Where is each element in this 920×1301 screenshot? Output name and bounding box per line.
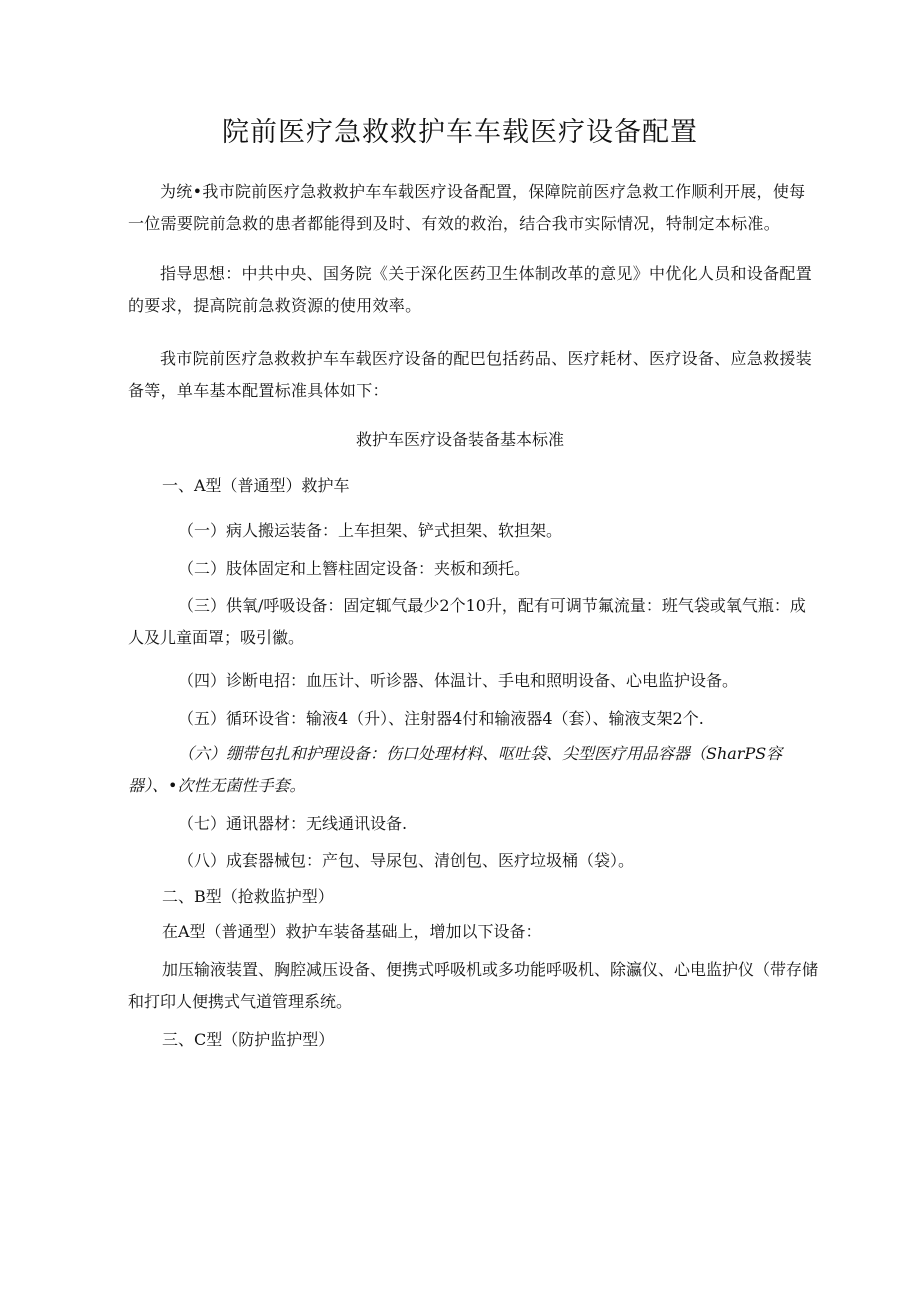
standard-subtitle: 救护车医疗设备装备基本标准 <box>355 430 564 449</box>
section-a-item: （八）成套器械包：产包、导尿包、清创包、医疗垃圾桶（袋）。 <box>178 851 635 870</box>
section-b-intro: 在A型（普通型）救护车装备基础上，增加以下设备： <box>162 922 542 941</box>
section-b-heading: 二、B型（抢救监护型） <box>162 887 334 906</box>
section-a-item: （四）诊断电招：血压计、听诊器、体温计、手电和照明设备、心电监护设备。 <box>178 671 739 690</box>
configuration-paragraph: 我市院前医疗急救救护车车载医疗设备的配巴包括药品、医疗耗材、医疗设备、应急救援装备等，单车基本配置标准具体如下： <box>128 349 813 400</box>
section-a-item: （一）病人搬运装备：上车担架、铲式担架、软担架。 <box>178 521 563 540</box>
section-c-heading: 三、C型（防护监护型） <box>162 1030 335 1049</box>
section-a-item: （七）通讯器材：无线通讯设备. <box>178 814 408 833</box>
section-a-item: （六）绷带包扎和护理设备：伤口处理材料、呕吐袋、尖型医疗用品容器（SharPS容器）、•次性无菌性手套。 <box>128 744 783 795</box>
document-title: 院前医疗急救救护车车载医疗设备配置 <box>222 117 698 148</box>
intro-paragraph: 为统•我市院前医疗急救救护车车载医疗设备配置，保障院前医疗急救工作顺利开展，使每一位需要院前急救的患者都能得到及时、有效的救治，结合我市实际情况，特制定本标准。 <box>128 182 806 233</box>
section-a-item: （五）循环设省：输液4（升）、注射器4付和输液器4（套）、输液支架2个. <box>178 709 704 728</box>
section-a-item: （二）肢体固定和上簪柱固定设备：夹板和颈托。 <box>178 559 531 578</box>
section-b-detail: 加压输液装置、胸腔减压设备、便携式呼吸机或多功能呼吸机、除瀛仪、心电监护仪（带存储和打印人便携式气道管理系统。 <box>128 960 819 1011</box>
section-a-item: （三）供氧/呼吸设备：固定辄气最少2个10升，配有可调节氟流量：班气袋或氧气瓶：成人及儿童面罩；吸引徽。 <box>128 596 806 647</box>
guiding-principle-paragraph: 指导思想：中共中央、国务院《关于深化医药卫生体制改革的意见》中优化人员和设备配置的要求，提高院前急救资源的使用效率。 <box>128 264 813 315</box>
section-a-heading: 一、A型（普通型）救护车 <box>162 476 350 495</box>
